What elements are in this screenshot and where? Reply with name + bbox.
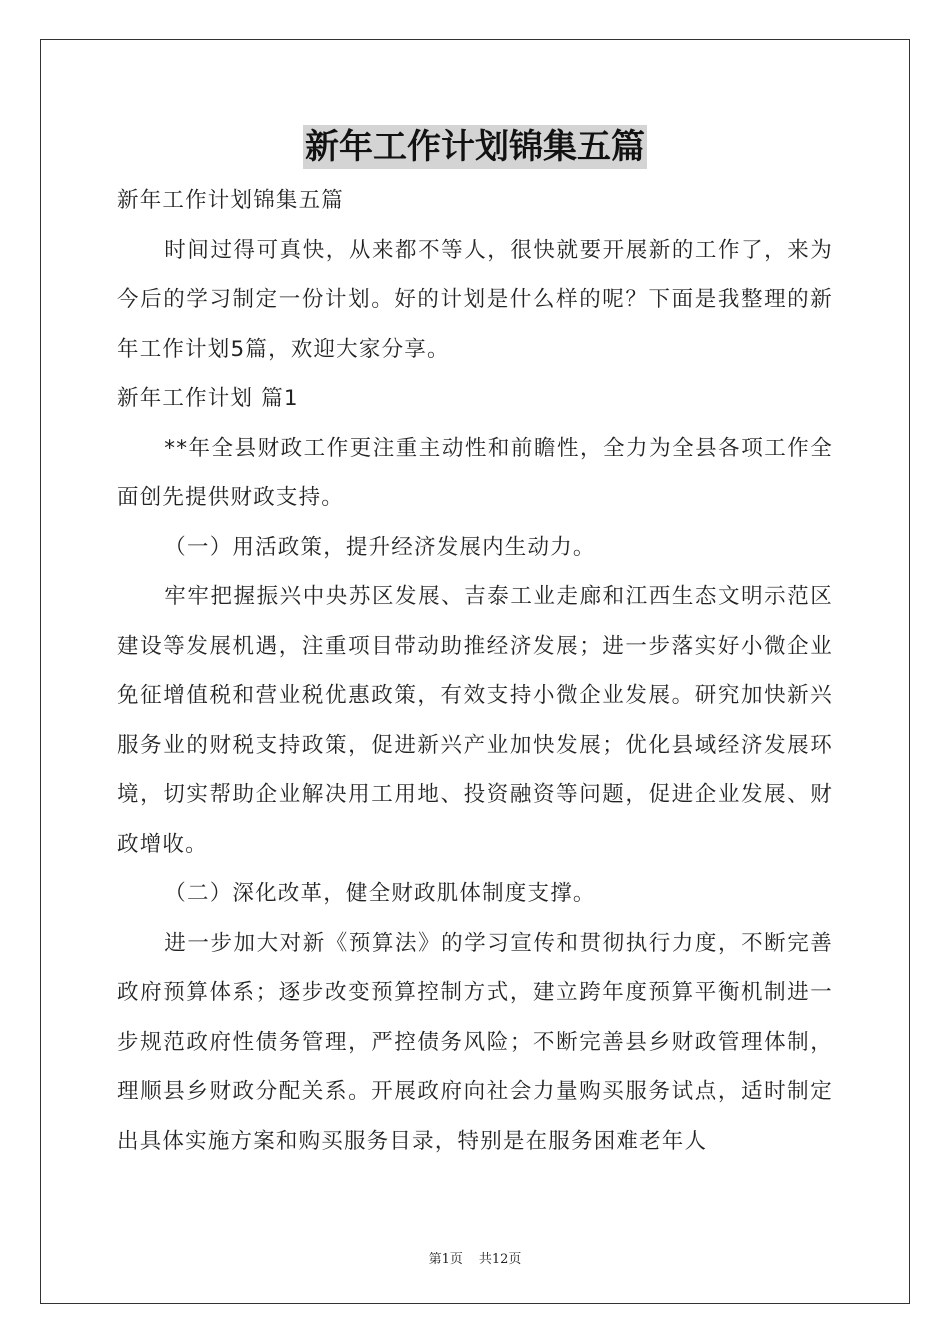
- document-body: [117, 176, 833, 1166]
- document-title: 新年工作计划锦集五篇: [305, 127, 645, 167]
- title-container: [0, 125, 950, 169]
- body-paragraph: 进一步加大对新《预算法》的学习宣传和贯彻执行力度，不断完善政府预算体系；逐步改变预算控制方式，建立跨年度预算平衡机制进一步规范政府性债务管理，严控债务风险；不断完善县乡财政管理体制，理顺县乡财政分配关系。开展政府向社会力量购买服务试点，适时制定出具体实施方案和购买服务目录，特别是在服务困难老年人: [117, 930, 833, 1154]
- section-heading: 新年工作计划 篇1: [117, 386, 299, 411]
- intro-paragraph: 时间过得可真快，从来都不等人，很快就要开展新的工作了，来为今后的学习制定一份计划。好的计划是什么样的呢？下面是我整理的新年工作计划5篇，欢迎大家分享。: [117, 237, 833, 362]
- page-number: 第1页: [428, 1252, 463, 1267]
- body-paragraph: **年全县财政工作更注重主动性和前瞻性，全力为全县各项工作全面创先提供财政支持。: [117, 435, 833, 510]
- page-footer: [0, 1248, 950, 1267]
- subsection-heading: （二）深化改革，健全财政肌体制度支撑。: [164, 881, 596, 906]
- subtitle-line: 新年工作计划锦集五篇: [117, 188, 345, 213]
- body-paragraph: 牢牢把握振兴中央苏区发展、吉泰工业走廊和江西生态文明示范区建设等发展机遇，注重项目带动助推经济发展；进一步落实好小微企业免征增值税和营业税优惠政策，有效支持小微企业发展。研究加快新兴服务业的财税支持政策，促进新兴产业加快发展；优化县域经济发展环境，切实帮助企业解决用工用地、投资融资等问题，促进企业发展、财政增收。: [117, 584, 833, 857]
- page-total: 共12页: [478, 1252, 522, 1267]
- subsection-heading: （一）用活政策，提升经济发展内生动力。: [164, 534, 596, 560]
